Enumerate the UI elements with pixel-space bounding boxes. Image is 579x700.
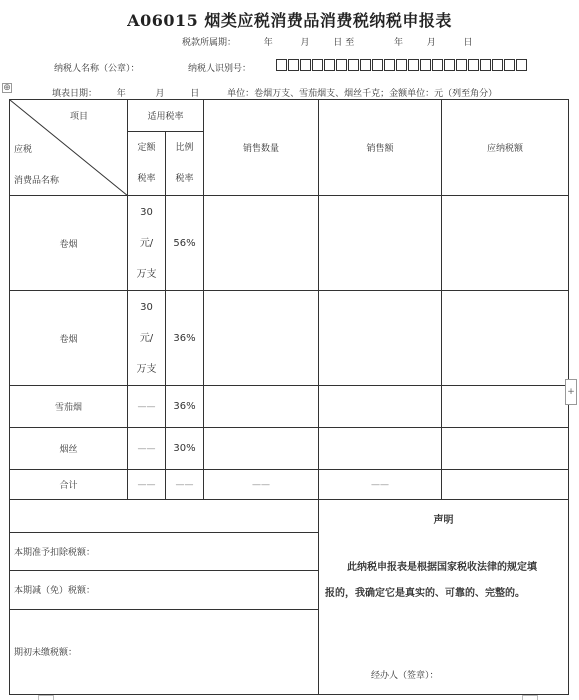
row-sales-cell[interactable] bbox=[319, 386, 442, 428]
unpaid-tax-label: 期初未缴税额： bbox=[10, 609, 319, 694]
row-fixed-rate bbox=[128, 196, 166, 291]
row-sales-cell[interactable] bbox=[319, 196, 442, 291]
row-ratio-rate: 56% bbox=[166, 196, 204, 291]
taxpayer-id-digit-box[interactable] bbox=[420, 59, 431, 71]
fill-date-month: 月 bbox=[155, 89, 165, 99]
header-tax-payable: 应纳税额 bbox=[442, 100, 569, 196]
add-column-icon[interactable]: + bbox=[565, 379, 577, 405]
header-product-name: 消费品名称 bbox=[14, 176, 60, 186]
declaration-title: 声明 bbox=[433, 515, 454, 526]
row-fixed-rate: —— bbox=[128, 386, 166, 428]
row-sales-cell[interactable] bbox=[319, 428, 442, 470]
fill-date-year: 年 bbox=[116, 89, 126, 99]
period-to: 至 bbox=[345, 38, 355, 48]
header-diagonal-cell bbox=[10, 100, 128, 196]
row-qty-cell[interactable] bbox=[204, 291, 319, 386]
row-fixed-rate bbox=[128, 291, 166, 386]
taxpayer-id-digit-box[interactable] bbox=[312, 59, 323, 71]
taxpayer-id-digit-box[interactable] bbox=[276, 59, 287, 71]
row-ratio-rate: 30% bbox=[166, 428, 204, 470]
period-end-month: 月 bbox=[426, 38, 436, 48]
row-fixed-rate-unit2: 万支 bbox=[136, 363, 157, 375]
total-tax-cell[interactable] bbox=[442, 470, 569, 500]
row-qty-cell[interactable] bbox=[204, 428, 319, 470]
taxpayer-id-label: 纳税人识别号： bbox=[188, 64, 252, 74]
table-move-icon[interactable]: ⊕ bbox=[3, 83, 11, 93]
deduct-tax-label: 本期准予扣除税额： bbox=[10, 532, 319, 571]
taxpayer-name-label: 纳税人名称（公章）： bbox=[54, 64, 140, 74]
header-fixed-rate-l1: 定额 bbox=[137, 142, 156, 153]
period-end-year: 年 bbox=[393, 38, 403, 48]
period-start-day: 日 bbox=[333, 38, 343, 48]
declaration-table bbox=[9, 99, 569, 695]
declaration-cell bbox=[319, 500, 569, 695]
taxpayer-id-digit-box[interactable] bbox=[384, 59, 395, 71]
taxpayer-id-digit-box[interactable] bbox=[468, 59, 479, 71]
table-row bbox=[10, 291, 569, 386]
scroll-handle-right[interactable] bbox=[522, 695, 538, 700]
unit-note: 单位：卷烟万支、雪茄烟支、烟丝千克；金额单位：元（列至角分） bbox=[227, 89, 498, 99]
row-qty-cell[interactable] bbox=[204, 386, 319, 428]
taxpayer-id-digit-box[interactable] bbox=[396, 59, 407, 71]
header-rate-group: 适用税率 bbox=[128, 100, 204, 132]
total-ratio-rate: —— bbox=[166, 470, 204, 500]
table-row bbox=[10, 428, 569, 470]
row-fixed-rate-value: 30 bbox=[140, 301, 153, 313]
total-row bbox=[10, 470, 569, 500]
taxpayer-id-digit-box[interactable] bbox=[432, 59, 443, 71]
table-row bbox=[10, 386, 569, 428]
header-sales-quantity: 销售数量 bbox=[204, 100, 319, 196]
period-end-day: 日 bbox=[463, 38, 473, 48]
period-start-month: 月 bbox=[300, 38, 310, 48]
declaration-line-2: 报的，我确定它是真实的、可靠的、完整的。 bbox=[325, 588, 526, 599]
taxpayer-id-digit-box[interactable] bbox=[372, 59, 383, 71]
taxpayer-id-digit-box[interactable] bbox=[336, 59, 347, 71]
header-sales-amount: 销售额 bbox=[319, 100, 442, 196]
taxpayer-id-boxes[interactable] bbox=[276, 59, 528, 71]
total-fixed-rate: —— bbox=[128, 470, 166, 500]
row-tax-cell[interactable] bbox=[442, 386, 569, 428]
row-fixed-rate: —— bbox=[128, 428, 166, 470]
taxpayer-id-digit-box[interactable] bbox=[408, 59, 419, 71]
total-sales: —— bbox=[319, 470, 442, 500]
table-row bbox=[10, 196, 569, 291]
header-fixed-rate-l2: 税率 bbox=[137, 173, 156, 184]
row-tax-cell[interactable] bbox=[442, 428, 569, 470]
header-item: 项目 bbox=[70, 112, 89, 122]
blank-cell[interactable] bbox=[10, 500, 319, 533]
signature-label: 经办人（签章）： bbox=[371, 671, 439, 681]
header-taxable: 应税 bbox=[14, 145, 33, 155]
row-name: 卷烟 bbox=[10, 291, 128, 386]
reduce-tax-label: 本期减（免）税额： bbox=[10, 571, 319, 610]
row-name: 烟丝 bbox=[10, 428, 128, 470]
tax-period-label: 税款所属期： bbox=[182, 38, 237, 48]
row-fixed-rate-value: 30 bbox=[140, 206, 153, 218]
row-tax-cell[interactable] bbox=[442, 291, 569, 386]
taxpayer-id-digit-box[interactable] bbox=[360, 59, 371, 71]
total-qty: —— bbox=[204, 470, 319, 500]
total-label: 合计 bbox=[10, 470, 128, 500]
row-fixed-rate-unit2: 万支 bbox=[136, 268, 157, 280]
scroll-handle-left[interactable] bbox=[38, 695, 54, 700]
period-start-year: 年 bbox=[263, 38, 273, 48]
declaration-text bbox=[325, 555, 562, 607]
row-fixed-rate-unit1: 元/ bbox=[139, 332, 154, 344]
taxpayer-id-digit-box[interactable] bbox=[456, 59, 467, 71]
declaration-line-1: 此纳税申报表是根据国家税收法律的规定填 bbox=[347, 562, 538, 573]
taxpayer-id-digit-box[interactable] bbox=[480, 59, 491, 71]
row-ratio-rate: 36% bbox=[166, 386, 204, 428]
row-fixed-rate-unit1: 元/ bbox=[139, 237, 154, 249]
fill-date-label: 填表日期： bbox=[52, 89, 98, 99]
page-title: A06015 烟类应税消费品消费税纳税申报表 bbox=[127, 11, 452, 30]
taxpayer-id-digit-box[interactable] bbox=[288, 59, 299, 71]
row-name: 雪茄烟 bbox=[10, 386, 128, 428]
tax-period-line bbox=[182, 35, 473, 48]
row-sales-cell[interactable] bbox=[319, 291, 442, 386]
taxpayer-id-digit-box[interactable] bbox=[348, 59, 359, 71]
row-tax-cell[interactable] bbox=[442, 196, 569, 291]
row-qty-cell[interactable] bbox=[204, 196, 319, 291]
taxpayer-id-digit-box[interactable] bbox=[324, 59, 335, 71]
header-ratio-rate-l2: 税率 bbox=[175, 173, 194, 184]
taxpayer-id-digit-box[interactable] bbox=[516, 59, 527, 71]
row-ratio-rate: 36% bbox=[166, 291, 204, 386]
fill-date-line bbox=[52, 86, 497, 99]
fill-date-day: 日 bbox=[190, 89, 200, 99]
row-name: 卷烟 bbox=[10, 196, 128, 291]
header-ratio-rate-l1: 比例 bbox=[175, 142, 194, 153]
taxpayer-id-digit-box[interactable] bbox=[504, 59, 515, 71]
header-fixed-rate bbox=[128, 132, 166, 196]
header-ratio-rate bbox=[166, 132, 204, 196]
taxpayer-id-digit-box[interactable] bbox=[492, 59, 503, 71]
taxpayer-id-digit-box[interactable] bbox=[444, 59, 455, 71]
taxpayer-id-digit-box[interactable] bbox=[300, 59, 311, 71]
